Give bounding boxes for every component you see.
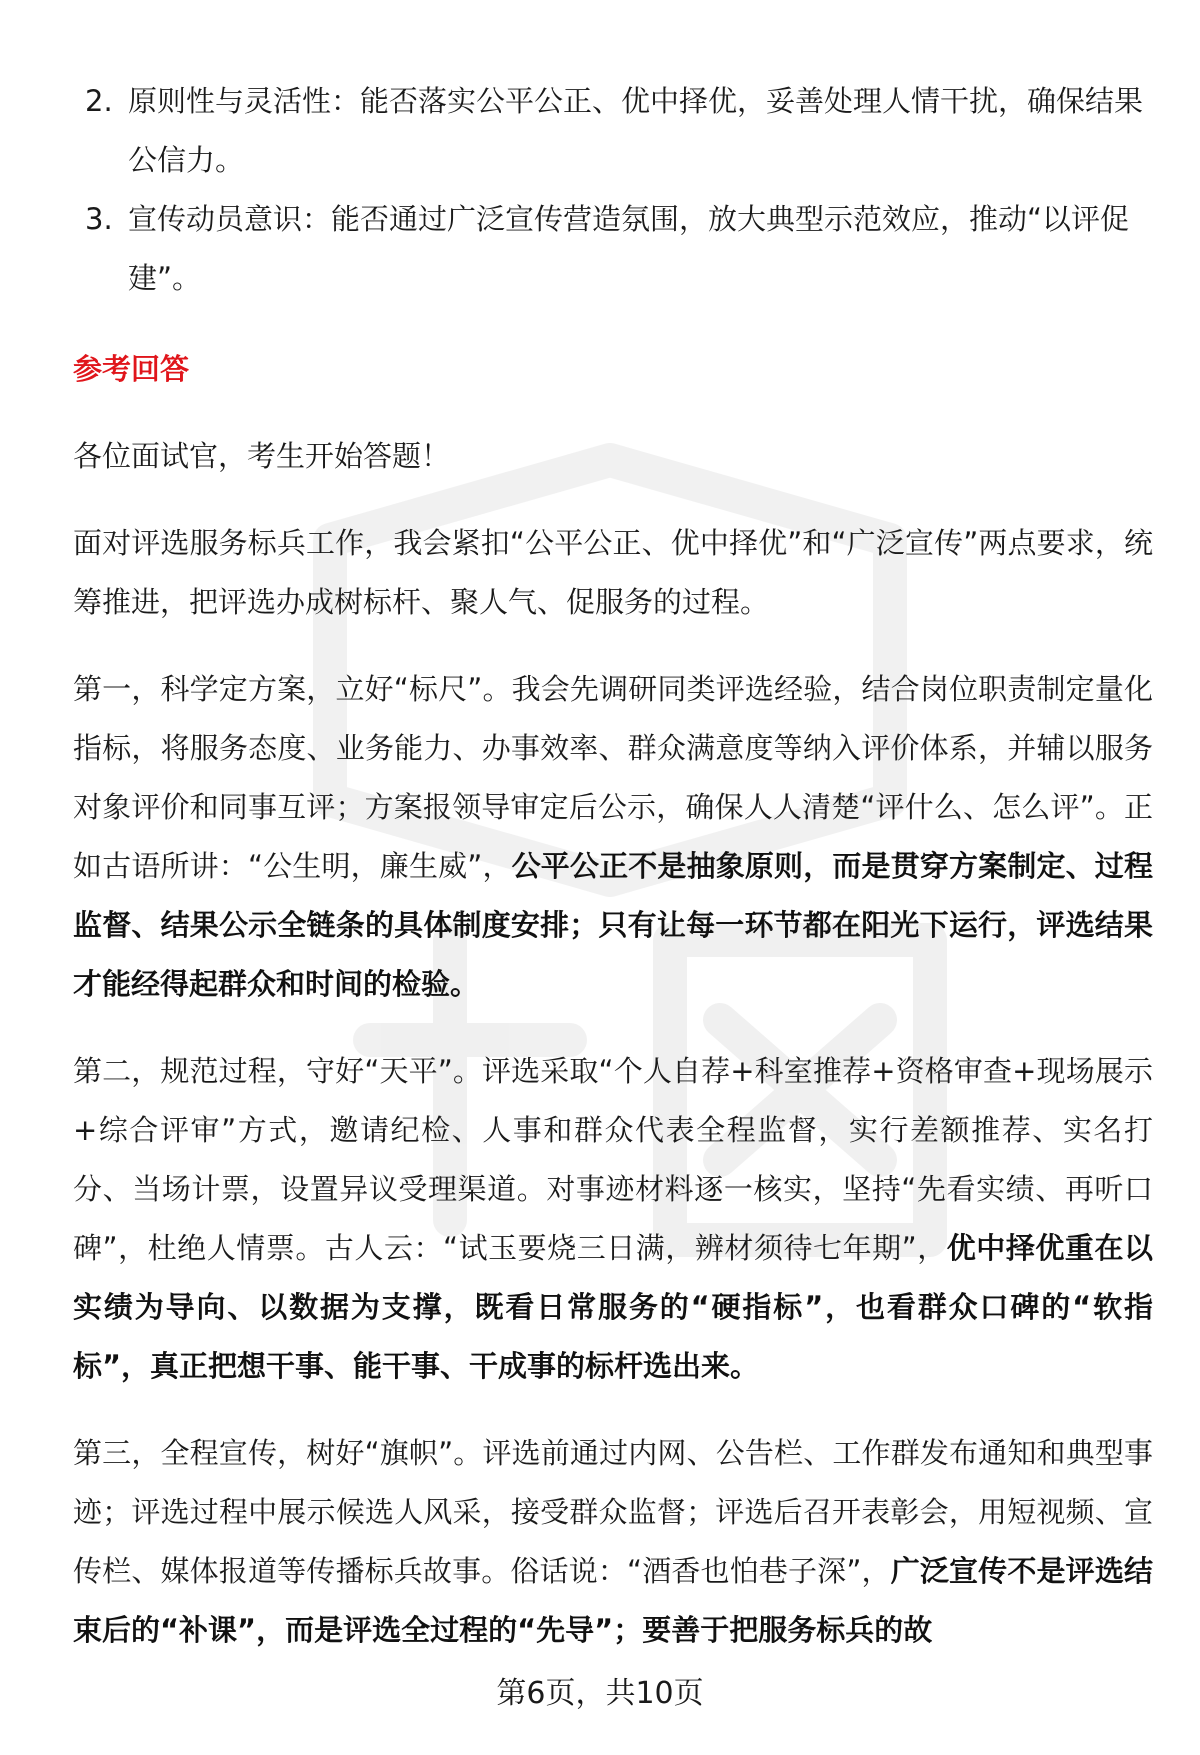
point-one-paragraph: [73, 660, 1153, 1014]
list-item-number: 2.: [85, 84, 113, 118]
document-body: [73, 72, 1153, 1688]
list-item-text: 宣传动员意识：能否通过广泛宣传营造氛围，放大典型示范效应，推动“以评促建”。: [128, 202, 1130, 295]
point-two-emphasis: 优中择优重在以实绩为导向、以数据为支撑，既看日常服务的“硬指标”，也看群众口碑的“软指标”，真正把想干事、能干事、干成事的标杆选出来。: [73, 1231, 1153, 1383]
point-three-emphasis: 广泛宣传不是评选结束后的“补课”，而是评选全过程的“先导”；要善于把服务标兵的故: [73, 1554, 1153, 1647]
list-item-number: 3.: [85, 202, 113, 236]
answer-heading: 参考回答: [73, 352, 190, 386]
list-item: [73, 190, 1153, 308]
list-item-text: 原则性与灵活性：能否落实公平公正、优中择优，妥善处理人情干扰，确保结果公信力。: [128, 84, 1144, 177]
criteria-list: [73, 72, 1153, 308]
point-two-paragraph: [73, 1042, 1153, 1396]
point-three-text: 第三，全程宣传，树好“旗帜”。评选前通过内网、公告栏、工作群发布通知和典型事迹；评选过程中展示候选人风采，接受群众监督；评选后召开表彰会，用短视频、宣传栏、媒体报道等传播标兵故事。俗话说：“酒香也怕巷子深”，: [73, 1436, 1153, 1588]
point-three-paragraph: [73, 1424, 1153, 1660]
intro-paragraph: 面对评选服务标兵工作，我会紧扣“公平公正、优中择优”和“广泛宣传”两点要求，统筹推进，把评选办成树标杆、聚人气、促服务的过程。: [73, 526, 1153, 619]
greeting-paragraph: 各位面试官，考生开始答题！: [73, 439, 451, 473]
list-item: [73, 72, 1153, 190]
point-one-emphasis: 公平公正不是抽象原则，而是贯穿方案制定、过程监督、结果公示全链条的具体制度安排；只有让每一环节都在阳光下运行，评选结果才能经得起群众和时间的检验。: [73, 849, 1153, 1001]
point-one-text: 第一，科学定方案，立好“标尺”。我会先调研同类评选经验，结合岗位职责制定量化指标，将服务态度、业务能力、办事效率、群众满意度等纳入评价体系，并辅以服务对象评价和同事互评；方案报领导审定后公示，确保人人清楚“评什么、怎么评”。正如古语所讲：“公生明，廉生威”，: [73, 672, 1153, 883]
page-number-footer: 第6页，共10页: [496, 1676, 704, 1711]
point-two-text: 第二，规范过程，守好“天平”。评选采取“个人自荐+科室推荐+资格审查+现场展示+综合评审”方式，邀请纪检、人事和群众代表全程监督，实行差额推荐、实名打分、当场计票，设置异议受理渠道。对事迹材料逐一核实，坚持“先看实绩、再听口碑”，杜绝人情票。古人云：“试玉要烧三日满，辨材须待七年期”，: [73, 1054, 1153, 1265]
